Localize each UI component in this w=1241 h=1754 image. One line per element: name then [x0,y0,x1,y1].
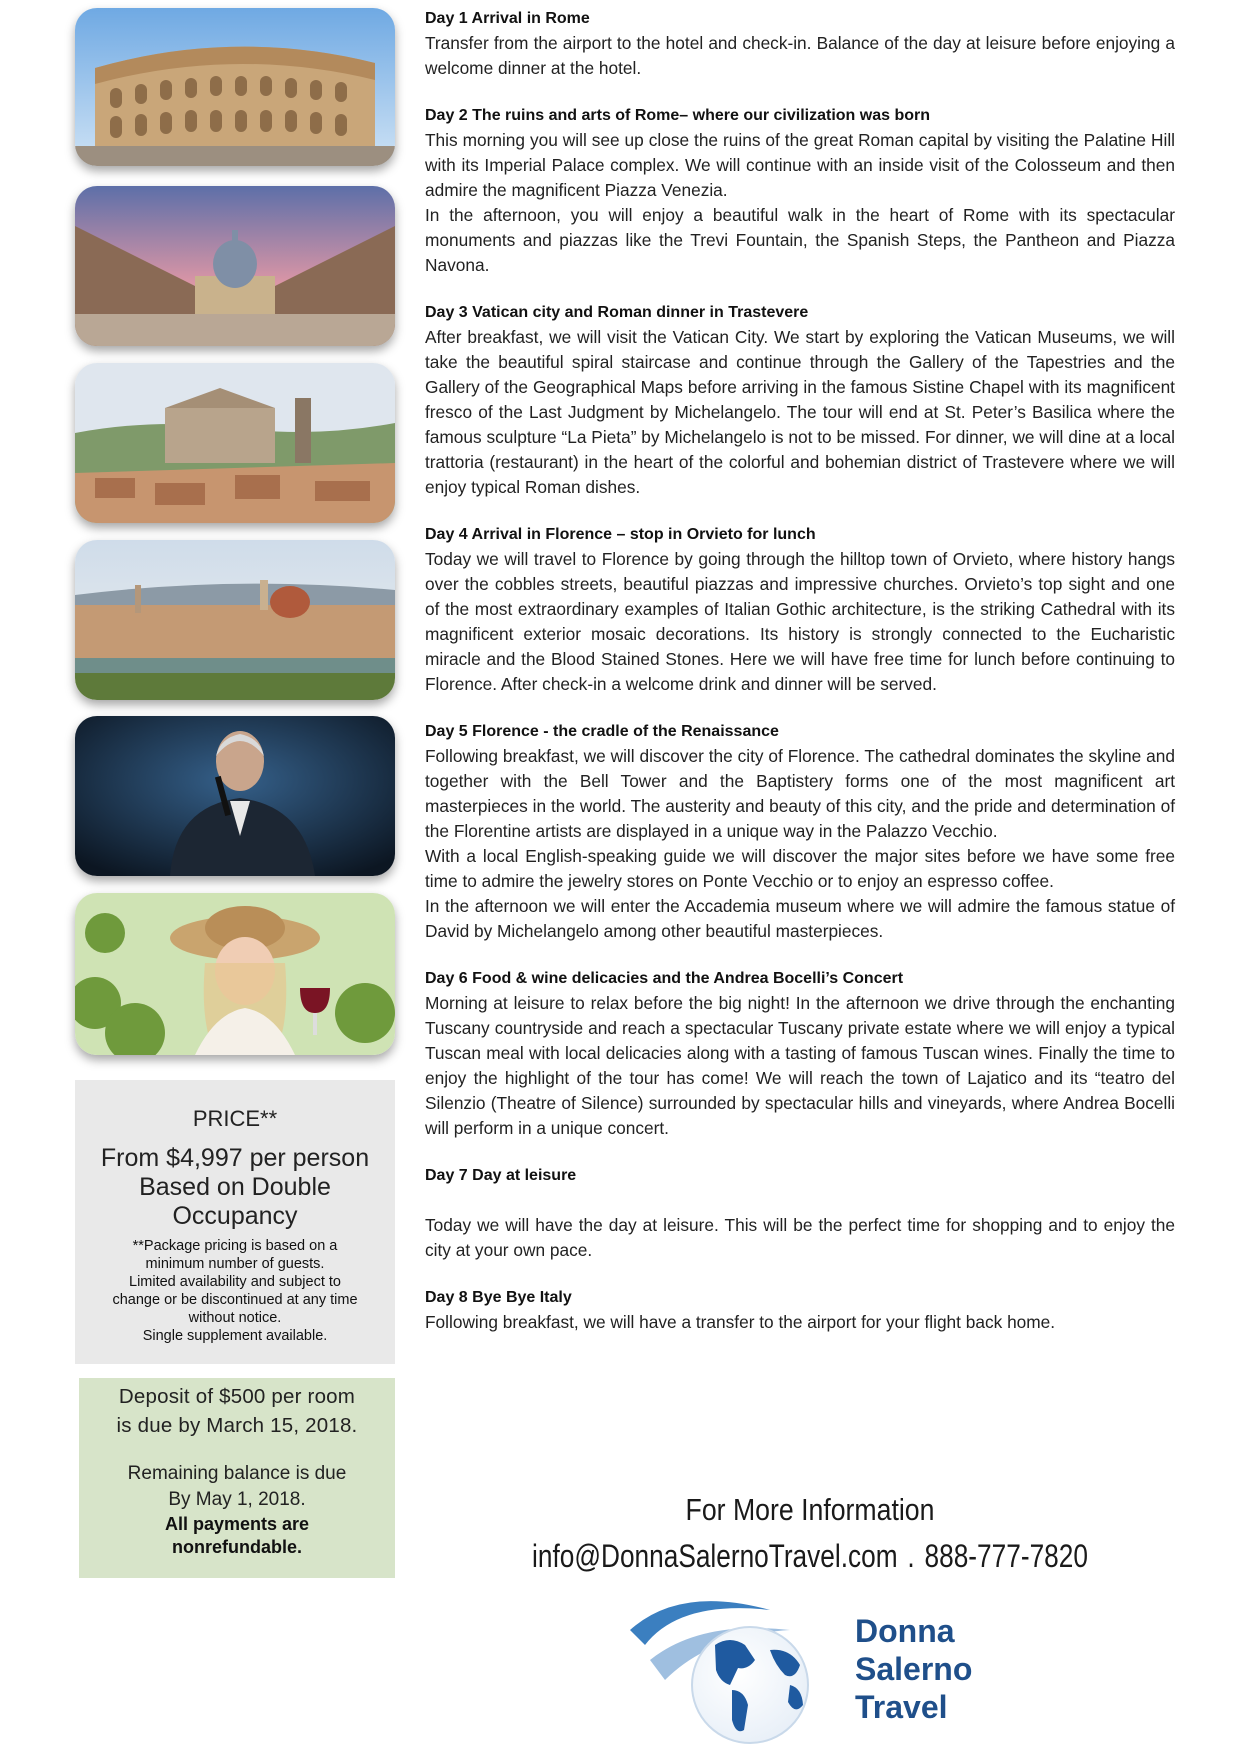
contact-heading: For More Information [685,1492,935,1527]
florence-photo [75,540,395,700]
day-title: Day 5 Florence - the cradle of the Renaissance [425,723,779,740]
day-description: With a local English-speaking guide we will discover the major sites before we have some free time to admire the jewelry stores on Ponte Vecchio or to enjoy an espresso coffee. [425,846,1175,891]
price-note-1: **Package pricing is based on a [132,1238,338,1254]
colosseum-photo [75,8,395,166]
day-title: Day 4 Arrival in Florence – stop in Orvieto for lunch [425,526,816,543]
contact-email[interactable]: info@DonnaSalernoTravel.com [532,1538,898,1574]
day-title: Day 1 Arrival in Rome [425,10,590,27]
balance-line-1: Remaining balance is due [127,1463,347,1484]
brand-line-2: Salerno [855,1651,973,1687]
nonrefundable-note [79,1513,395,1559]
deposit-box [79,1378,395,1578]
day-description: After breakfast, we will visit the Vatican City. We start by exploring the Vatican Museums, we will take the beautiful spiral staircase and continue through the Gallery of the Tapestries and the Gallery of the Geographical Maps before arriving in the famous Sistine Chapel with its magnificent fresco of the Last Judgment by Michelangelo. The tour will end at St. Peter’s Basilica where the famous sculpture “La Pieta” by Michelangelo is not to be missed. For dinner, we will dine at a local trattoria (restaurant) in the heart of the colorful and bohemian district of Trastevere where we will enjoy typical Roman dishes. [425,327,1175,497]
brand-line-3: Travel [855,1689,948,1725]
day-7 [425,1163,1175,1263]
price-line-2: Based on Double [139,1173,331,1201]
day-description: Following breakfast, we will have a transfer to the airport for your flight back home. [425,1312,1056,1332]
day-2 [425,103,1175,278]
day-4 [425,522,1175,697]
day-description: In the afternoon, you will enjoy a beautiful walk in the heart of Rome with its spectacular monuments and piazzas like the Trevi Fountain, the Spanish Steps, the Pantheon and Piazza Navona. [425,205,1175,275]
deposit-line-1: Deposit of $500 per room [118,1385,356,1408]
deposit-info [79,1382,395,1440]
day-description: Today we will have the day at leisure. This will be the perfect time for shopping and to enjoy the city at your own pace. [425,1215,1175,1260]
price-box [75,1080,395,1364]
deposit-line-2: is due by March 15, 2018. [116,1414,358,1437]
contact-info [420,1490,1200,1576]
day-1 [425,6,1175,81]
contact-phone[interactable]: 888-777-7820 [924,1538,1088,1574]
contact-separator: . [907,1538,915,1574]
day-description: This morning you will see up close the ruins of the great Roman capital by visiting the Palatine Hill with its Imperial Palace complex. We will continue with an inside visit of the Colosseum and then admire the magnificent Piazza Venezia. [425,130,1175,200]
day-title: Day 8 Bye Bye Italy [425,1289,572,1306]
day-6 [425,966,1175,1141]
day-description: Following breakfast, we will discover the city of Florence. The cathedral dominates the skyline and together with the Bell Tower and the Baptistery forms one of the most magnificent art masterpieces in the world. The austerity and beauty of this city, and the pride and determination of the Florentine artists are displayed in a unique way in the Palazzo Vecchio. [425,746,1175,841]
day-8 [425,1285,1175,1335]
brand-name [855,1612,972,1726]
price-disclaimer [75,1237,395,1345]
brand-line-1: Donna [855,1613,955,1649]
wine-tasting-photo [75,893,395,1055]
price-note-6: Single supplement available. [142,1328,328,1344]
globe-logo-icon [620,1590,860,1750]
price-note-2: minimum number of guests. [145,1256,325,1272]
day-title: Day 7 Day at leisure [425,1167,577,1184]
price-note-3: Limited availability and subject to [129,1274,341,1290]
bocelli-photo [75,716,395,876]
price-note-5: without notice. [188,1310,282,1326]
contact-details [490,1536,1130,1576]
price-note-4: change or be discontinued at any time [112,1292,358,1308]
spacer [425,1188,1175,1213]
orvieto-photo [75,363,395,523]
price-title: PRICE** [192,1106,278,1131]
itinerary [425,6,1175,1357]
day-description: Transfer from the airport to the hotel and check-in. Balance of the day at leisure before enjoying a welcome dinner at the hotel. [425,33,1175,78]
day-description: Today we will travel to Florence by going through the hilltop town of Orvieto, where history hangs over the cobbles streets, beautiful piazzas and impressive churches. Orvieto’s top sight and one of the most extraordinary examples of Italian Gothic architecture, is the striking Cathedral with its magnificent exterior mosaic decorations. Its history is strongly connected to the Eucharistic miracle and the Blood Stained Stones. Here we will have free time for lunch before continuing to Florence. After check-in a welcome drink and dinner will be served. [425,549,1175,694]
day-title: Day 6 Food & wine delicacies and the Andrea Bocelli’s Concert [425,970,904,987]
st-peters-photo [75,186,395,346]
day-title: Day 3 Vatican city and Roman dinner in Trastevere [425,304,809,321]
price-amount [75,1144,395,1231]
day-description: In the afternoon we will enter the Accademia museum where we will admire the famous statue of David by Michelangelo among other beautiful masterpieces. [425,896,1175,941]
balance-info [79,1461,395,1513]
day-title: Day 2 The ruins and arts of Rome– where our civilization was born [425,107,931,124]
day-3 [425,300,1175,500]
price-line-1: From $4,997 per person [100,1144,370,1172]
day-5 [425,719,1175,944]
balance-line-2: By May 1, 2018. [168,1489,306,1510]
day-description: Morning at leisure to relax before the big night! In the afternoon we drive through the enchanting Tuscany countryside and reach a spectacular Tuscany private estate where we will enjoy a typical Tuscan meal with local delicacies along with a tasting of famous Tuscan wines. Finally the time to enjoy the highlight of the tour has come! We will reach the town of Lajatico and its “teatro del Silenzio (Theatre of Silence) surrounded by spectacular hills and vineyards, where Andrea Bocelli will perform in a unique concert. [425,993,1175,1138]
nonref-line-1: All payments are [164,1514,310,1534]
nonref-line-2: nonrefundable. [172,1537,302,1557]
price-line-3: Occupancy [172,1202,298,1230]
